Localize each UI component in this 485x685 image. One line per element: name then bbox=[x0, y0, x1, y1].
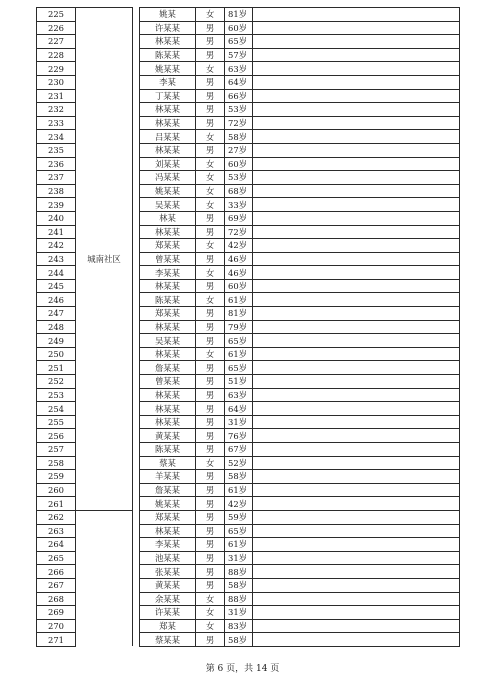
gap-cell bbox=[133, 633, 140, 647]
row-number: 250 bbox=[37, 347, 76, 361]
name-cell: 刘某某 bbox=[140, 157, 196, 171]
name-cell: 池某某 bbox=[140, 551, 196, 565]
age-cell: 52岁 bbox=[225, 456, 253, 470]
name-cell: 姚某某 bbox=[140, 184, 196, 198]
name-cell: 林某某 bbox=[140, 320, 196, 334]
notes-cell bbox=[253, 239, 460, 253]
page-footer: 第 6 页，共 14 页 bbox=[205, 664, 280, 674]
name-cell: 姚某 bbox=[140, 8, 196, 22]
gap-cell bbox=[133, 157, 140, 171]
gap-cell bbox=[133, 48, 140, 62]
row-number: 248 bbox=[37, 320, 76, 334]
age-cell: 68岁 bbox=[225, 184, 253, 198]
notes-cell bbox=[253, 510, 460, 524]
gender-cell: 男 bbox=[196, 21, 225, 35]
gender-cell: 女 bbox=[196, 293, 225, 307]
name-cell: 陈某某 bbox=[140, 48, 196, 62]
gender-cell: 男 bbox=[196, 633, 225, 647]
notes-cell bbox=[253, 633, 460, 647]
notes-cell bbox=[253, 279, 460, 293]
name-cell: 吴某某 bbox=[140, 198, 196, 212]
age-cell: 58岁 bbox=[225, 130, 253, 144]
table-row bbox=[37, 8, 460, 22]
row-number: 228 bbox=[37, 48, 76, 62]
gender-cell: 女 bbox=[196, 456, 225, 470]
age-cell: 64岁 bbox=[225, 402, 253, 416]
row-number: 267 bbox=[37, 578, 76, 592]
gap-cell bbox=[133, 483, 140, 497]
age-cell: 33岁 bbox=[225, 198, 253, 212]
notes-cell bbox=[253, 443, 460, 457]
name-cell: 林某某 bbox=[140, 524, 196, 538]
age-cell: 57岁 bbox=[225, 48, 253, 62]
gap-cell bbox=[133, 225, 140, 239]
notes-cell bbox=[253, 75, 460, 89]
gap-cell bbox=[133, 239, 140, 253]
gap-cell bbox=[133, 320, 140, 334]
notes-cell bbox=[253, 361, 460, 375]
row-number: 256 bbox=[37, 429, 76, 443]
name-cell: 曾某某 bbox=[140, 252, 196, 266]
name-cell: 蔡某 bbox=[140, 456, 196, 470]
age-cell: 63岁 bbox=[225, 388, 253, 402]
gender-cell: 女 bbox=[196, 62, 225, 76]
row-number: 251 bbox=[37, 361, 76, 375]
gender-cell: 男 bbox=[196, 252, 225, 266]
gap-cell bbox=[133, 524, 140, 538]
notes-cell bbox=[253, 524, 460, 538]
age-cell: 27岁 bbox=[225, 143, 253, 157]
notes-cell bbox=[253, 320, 460, 334]
age-cell: 61岁 bbox=[225, 538, 253, 552]
name-cell: 吴某某 bbox=[140, 334, 196, 348]
age-cell: 31岁 bbox=[225, 415, 253, 429]
row-number: 241 bbox=[37, 225, 76, 239]
notes-cell bbox=[253, 293, 460, 307]
gap-cell bbox=[133, 456, 140, 470]
age-cell: 60岁 bbox=[225, 157, 253, 171]
resident-table bbox=[36, 7, 460, 647]
row-number: 242 bbox=[37, 239, 76, 253]
name-cell: 郑某某 bbox=[140, 510, 196, 524]
row-number: 234 bbox=[37, 130, 76, 144]
age-cell: 58岁 bbox=[225, 470, 253, 484]
name-cell: 林某某 bbox=[140, 225, 196, 239]
gap-cell bbox=[133, 578, 140, 592]
notes-cell bbox=[253, 565, 460, 579]
table-row bbox=[37, 510, 460, 524]
row-number: 225 bbox=[37, 8, 76, 22]
notes-cell bbox=[253, 551, 460, 565]
row-number: 239 bbox=[37, 198, 76, 212]
gap-cell bbox=[133, 606, 140, 620]
notes-cell bbox=[253, 483, 460, 497]
gender-cell: 男 bbox=[196, 48, 225, 62]
gender-cell: 女 bbox=[196, 239, 225, 253]
gender-cell: 男 bbox=[196, 578, 225, 592]
gender-cell: 男 bbox=[196, 510, 225, 524]
name-cell: 张某某 bbox=[140, 565, 196, 579]
gender-cell: 男 bbox=[196, 551, 225, 565]
gender-cell: 女 bbox=[196, 130, 225, 144]
age-cell: 65岁 bbox=[225, 35, 253, 49]
age-cell: 65岁 bbox=[225, 524, 253, 538]
gap-cell bbox=[133, 538, 140, 552]
name-cell: 李某某 bbox=[140, 266, 196, 280]
notes-cell bbox=[253, 578, 460, 592]
community-cell: 城南社区 bbox=[76, 8, 133, 511]
gender-cell: 男 bbox=[196, 429, 225, 443]
age-cell: 61岁 bbox=[225, 483, 253, 497]
age-cell: 81岁 bbox=[225, 307, 253, 321]
gender-cell: 女 bbox=[196, 619, 225, 633]
row-number: 246 bbox=[37, 293, 76, 307]
gap-cell bbox=[133, 198, 140, 212]
age-cell: 88岁 bbox=[225, 592, 253, 606]
gender-cell: 男 bbox=[196, 538, 225, 552]
notes-cell bbox=[253, 211, 460, 225]
row-number: 261 bbox=[37, 497, 76, 511]
age-cell: 60岁 bbox=[225, 279, 253, 293]
gap-cell bbox=[133, 388, 140, 402]
row-number: 269 bbox=[37, 606, 76, 620]
notes-cell bbox=[253, 402, 460, 416]
name-cell: 黄某某 bbox=[140, 578, 196, 592]
gender-cell: 男 bbox=[196, 470, 225, 484]
name-cell: 林某某 bbox=[140, 415, 196, 429]
gender-cell: 女 bbox=[196, 8, 225, 22]
gender-cell: 男 bbox=[196, 143, 225, 157]
age-cell: 31岁 bbox=[225, 606, 253, 620]
gap-cell bbox=[133, 510, 140, 524]
gap-cell bbox=[133, 402, 140, 416]
age-cell: 76岁 bbox=[225, 429, 253, 443]
name-cell: 余某某 bbox=[140, 592, 196, 606]
gap-cell bbox=[133, 8, 140, 22]
notes-cell bbox=[253, 157, 460, 171]
age-cell: 88岁 bbox=[225, 565, 253, 579]
name-cell: 林某某 bbox=[140, 402, 196, 416]
row-number: 253 bbox=[37, 388, 76, 402]
notes-cell bbox=[253, 48, 460, 62]
table-body bbox=[37, 8, 460, 647]
row-number: 247 bbox=[37, 307, 76, 321]
name-cell: 丁某某 bbox=[140, 89, 196, 103]
notes-cell bbox=[253, 198, 460, 212]
gap-cell bbox=[133, 89, 140, 103]
gender-cell: 女 bbox=[196, 157, 225, 171]
age-cell: 58岁 bbox=[225, 633, 253, 647]
age-cell: 66岁 bbox=[225, 89, 253, 103]
gender-cell: 男 bbox=[196, 89, 225, 103]
name-cell: 郑某某 bbox=[140, 307, 196, 321]
gender-cell: 男 bbox=[196, 116, 225, 130]
age-cell: 81岁 bbox=[225, 8, 253, 22]
gender-cell: 男 bbox=[196, 211, 225, 225]
age-cell: 64岁 bbox=[225, 75, 253, 89]
gap-cell bbox=[133, 184, 140, 198]
notes-cell bbox=[253, 62, 460, 76]
age-cell: 65岁 bbox=[225, 334, 253, 348]
gender-cell: 男 bbox=[196, 334, 225, 348]
gender-cell: 男 bbox=[196, 225, 225, 239]
gap-cell bbox=[133, 551, 140, 565]
gender-cell: 男 bbox=[196, 320, 225, 334]
gap-cell bbox=[133, 252, 140, 266]
row-number: 227 bbox=[37, 35, 76, 49]
row-number: 263 bbox=[37, 524, 76, 538]
age-cell: 46岁 bbox=[225, 266, 253, 280]
gap-cell bbox=[133, 130, 140, 144]
gap-cell bbox=[133, 116, 140, 130]
notes-cell bbox=[253, 334, 460, 348]
gap-cell bbox=[133, 497, 140, 511]
notes-cell bbox=[253, 143, 460, 157]
gap-cell bbox=[133, 211, 140, 225]
age-cell: 53岁 bbox=[225, 171, 253, 185]
gender-cell: 男 bbox=[196, 497, 225, 511]
name-cell: 林某 bbox=[140, 211, 196, 225]
row-number: 233 bbox=[37, 116, 76, 130]
age-cell: 79岁 bbox=[225, 320, 253, 334]
notes-cell bbox=[253, 497, 460, 511]
notes-cell bbox=[253, 8, 460, 22]
gap-cell bbox=[133, 592, 140, 606]
age-cell: 42岁 bbox=[225, 497, 253, 511]
gap-cell bbox=[133, 443, 140, 457]
gap-cell bbox=[133, 62, 140, 76]
age-cell: 72岁 bbox=[225, 225, 253, 239]
row-number: 231 bbox=[37, 89, 76, 103]
row-number: 238 bbox=[37, 184, 76, 198]
row-number: 236 bbox=[37, 157, 76, 171]
gap-cell bbox=[133, 35, 140, 49]
community-cell-empty bbox=[76, 510, 133, 646]
name-cell: 蔡某某 bbox=[140, 633, 196, 647]
age-cell: 42岁 bbox=[225, 239, 253, 253]
name-cell: 羊某某 bbox=[140, 470, 196, 484]
gender-cell: 女 bbox=[196, 606, 225, 620]
notes-cell bbox=[253, 35, 460, 49]
name-cell: 姚某某 bbox=[140, 62, 196, 76]
gap-cell bbox=[133, 415, 140, 429]
gap-cell bbox=[133, 470, 140, 484]
row-number: 254 bbox=[37, 402, 76, 416]
notes-cell bbox=[253, 470, 460, 484]
gap-cell bbox=[133, 143, 140, 157]
notes-cell bbox=[253, 456, 460, 470]
name-cell: 林某某 bbox=[140, 388, 196, 402]
name-cell: 曾某某 bbox=[140, 375, 196, 389]
name-cell: 郑某 bbox=[140, 619, 196, 633]
notes-cell bbox=[253, 429, 460, 443]
age-cell: 53岁 bbox=[225, 103, 253, 117]
notes-cell bbox=[253, 375, 460, 389]
notes-cell bbox=[253, 225, 460, 239]
row-number: 232 bbox=[37, 103, 76, 117]
age-cell: 46岁 bbox=[225, 252, 253, 266]
gender-cell: 男 bbox=[196, 279, 225, 293]
gender-cell: 男 bbox=[196, 524, 225, 538]
gap-cell bbox=[133, 347, 140, 361]
age-cell: 72岁 bbox=[225, 116, 253, 130]
gender-cell: 女 bbox=[196, 266, 225, 280]
age-cell: 51岁 bbox=[225, 375, 253, 389]
row-number: 230 bbox=[37, 75, 76, 89]
row-number: 270 bbox=[37, 619, 76, 633]
row-number: 255 bbox=[37, 415, 76, 429]
name-cell: 林某某 bbox=[140, 347, 196, 361]
row-number: 243 bbox=[37, 252, 76, 266]
notes-cell bbox=[253, 388, 460, 402]
row-number: 244 bbox=[37, 266, 76, 280]
notes-cell bbox=[253, 171, 460, 185]
name-cell: 冯某某 bbox=[140, 171, 196, 185]
age-cell: 60岁 bbox=[225, 21, 253, 35]
gap-cell bbox=[133, 361, 140, 375]
row-number: 229 bbox=[37, 62, 76, 76]
name-cell: 陈某某 bbox=[140, 443, 196, 457]
gender-cell: 男 bbox=[196, 35, 225, 49]
gap-cell bbox=[133, 75, 140, 89]
gender-cell: 男 bbox=[196, 402, 225, 416]
gender-cell: 男 bbox=[196, 307, 225, 321]
gap-cell bbox=[133, 619, 140, 633]
gender-cell: 男 bbox=[196, 483, 225, 497]
name-cell: 詹某某 bbox=[140, 483, 196, 497]
notes-cell bbox=[253, 538, 460, 552]
row-number: 266 bbox=[37, 565, 76, 579]
gap-cell bbox=[133, 307, 140, 321]
row-number: 268 bbox=[37, 592, 76, 606]
age-cell: 61岁 bbox=[225, 293, 253, 307]
gap-cell bbox=[133, 293, 140, 307]
gender-cell: 男 bbox=[196, 103, 225, 117]
notes-cell bbox=[253, 307, 460, 321]
row-number: 240 bbox=[37, 211, 76, 225]
gender-cell: 男 bbox=[196, 415, 225, 429]
age-cell: 31岁 bbox=[225, 551, 253, 565]
age-cell: 69岁 bbox=[225, 211, 253, 225]
row-number: 237 bbox=[37, 171, 76, 185]
row-number: 226 bbox=[37, 21, 76, 35]
row-number: 252 bbox=[37, 375, 76, 389]
row-number: 235 bbox=[37, 143, 76, 157]
gender-cell: 男 bbox=[196, 375, 225, 389]
gender-cell: 女 bbox=[196, 347, 225, 361]
name-cell: 林某某 bbox=[140, 35, 196, 49]
notes-cell bbox=[253, 606, 460, 620]
age-cell: 83岁 bbox=[225, 619, 253, 633]
name-cell: 黄某某 bbox=[140, 429, 196, 443]
name-cell: 姚某某 bbox=[140, 497, 196, 511]
name-cell: 郑某某 bbox=[140, 239, 196, 253]
name-cell: 林某某 bbox=[140, 143, 196, 157]
gap-cell bbox=[133, 171, 140, 185]
notes-cell bbox=[253, 130, 460, 144]
gap-cell bbox=[133, 266, 140, 280]
notes-cell bbox=[253, 266, 460, 280]
gender-cell: 男 bbox=[196, 75, 225, 89]
age-cell: 59岁 bbox=[225, 510, 253, 524]
age-cell: 58岁 bbox=[225, 578, 253, 592]
notes-cell bbox=[253, 21, 460, 35]
gender-cell: 男 bbox=[196, 565, 225, 579]
row-number: 245 bbox=[37, 279, 76, 293]
row-number: 264 bbox=[37, 538, 76, 552]
notes-cell bbox=[253, 184, 460, 198]
notes-cell bbox=[253, 252, 460, 266]
row-number: 271 bbox=[37, 633, 76, 647]
gender-cell: 男 bbox=[196, 443, 225, 457]
notes-cell bbox=[253, 103, 460, 117]
gender-cell: 女 bbox=[196, 171, 225, 185]
row-number: 260 bbox=[37, 483, 76, 497]
name-cell: 林某某 bbox=[140, 279, 196, 293]
row-number: 257 bbox=[37, 443, 76, 457]
notes-cell bbox=[253, 347, 460, 361]
name-cell: 许某某 bbox=[140, 606, 196, 620]
gender-cell: 男 bbox=[196, 388, 225, 402]
gap-cell bbox=[133, 103, 140, 117]
gender-cell: 男 bbox=[196, 361, 225, 375]
gap-cell bbox=[133, 334, 140, 348]
age-cell: 65岁 bbox=[225, 361, 253, 375]
name-cell: 许某某 bbox=[140, 21, 196, 35]
notes-cell bbox=[253, 116, 460, 130]
gap-cell bbox=[133, 21, 140, 35]
name-cell: 吕某某 bbox=[140, 130, 196, 144]
notes-cell bbox=[253, 619, 460, 633]
row-number: 265 bbox=[37, 551, 76, 565]
gender-cell: 女 bbox=[196, 184, 225, 198]
notes-cell bbox=[253, 89, 460, 103]
gender-cell: 女 bbox=[196, 592, 225, 606]
name-cell: 詹某某 bbox=[140, 361, 196, 375]
name-cell: 林某某 bbox=[140, 103, 196, 117]
name-cell: 李某 bbox=[140, 75, 196, 89]
gap-cell bbox=[133, 375, 140, 389]
gap-cell bbox=[133, 429, 140, 443]
name-cell: 李某某 bbox=[140, 538, 196, 552]
age-cell: 61岁 bbox=[225, 347, 253, 361]
notes-cell bbox=[253, 415, 460, 429]
row-number: 262 bbox=[37, 510, 76, 524]
gap-cell bbox=[133, 279, 140, 293]
name-cell: 林某某 bbox=[140, 116, 196, 130]
gap-cell bbox=[133, 565, 140, 579]
row-number: 258 bbox=[37, 456, 76, 470]
gender-cell: 女 bbox=[196, 198, 225, 212]
row-number: 259 bbox=[37, 470, 76, 484]
age-cell: 63岁 bbox=[225, 62, 253, 76]
notes-cell bbox=[253, 592, 460, 606]
name-cell: 陈某某 bbox=[140, 293, 196, 307]
row-number: 249 bbox=[37, 334, 76, 348]
age-cell: 67岁 bbox=[225, 443, 253, 457]
